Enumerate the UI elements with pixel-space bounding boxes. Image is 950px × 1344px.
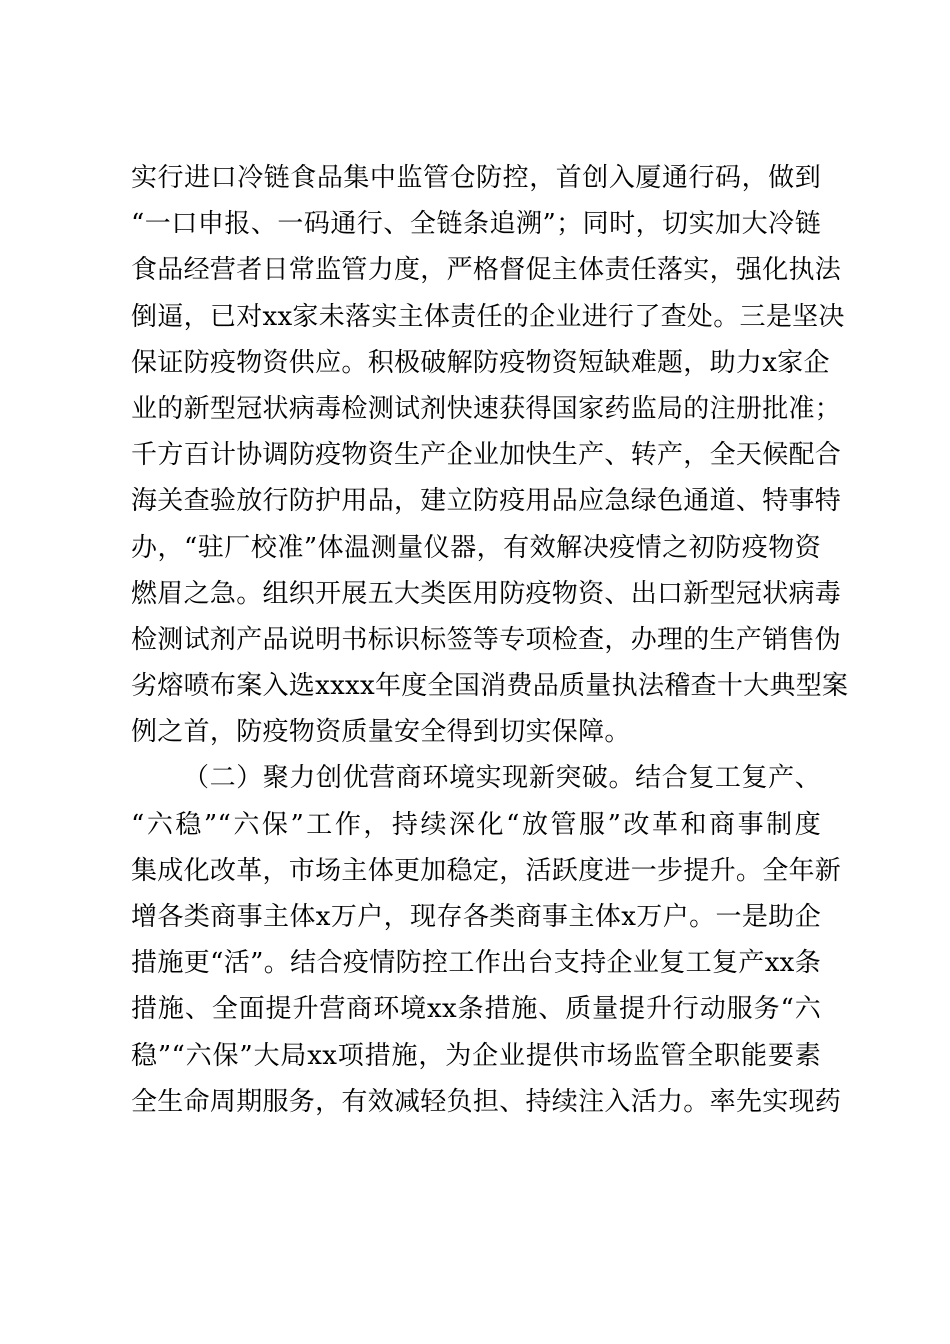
text-line: 办，“驻厂校准”体温测量仪器，有效解决疫情之初防疫物资 [131,532,821,563]
text-line: 实行进口冷链食品集中监管仓防控，首创入厦通行码，做到 [131,163,821,193]
text-line: 食品经营者日常监管力度，严格督促主体责任落实，强化执法 [131,255,842,286]
text-line: 海关查验放行防护用品，建立防疫用品应急绿色通道、特事特 [131,486,842,517]
text-line: 检测试剂产品说明书标识标签等专项检查，办理的生产销售伪 [131,624,842,655]
text-line: 措施更“活”。结合疫情防控工作出台支持企业复工复产xx条 [131,948,821,979]
text-line: “一口申报、一码通行、全链条追溯”；同时，切实加大冷链 [131,209,821,240]
text-line: 集成化改革，市场主体更加稳定，活跃度进一步提升。全年新 [131,855,842,886]
text-line: 千方百计协调防疫物资生产企业加快生产、转产，全天候配合 [131,440,842,471]
text-line: 增各类商事主体x万户，现存各类商事主体x万户。一是助企 [131,902,821,932]
text-line: 劣熔喷布案入选xxxx年度全国消费品质量执法稽查十大典型案 [131,671,849,702]
text-line: 保证防疫物资供应。积极破解防疫物资短缺难题，助力x家企 [131,347,830,378]
text-line: 措施、全面提升营商环境xx条措施、质量提升行动服务“六 [131,994,821,1025]
text-line: 例之首，防疫物资质量安全得到切实保障。 [131,717,631,748]
text-line: “六稳”“六保”工作，持续深化“放管服”改革和商事制度 [131,809,821,840]
text-line: 全生命周期服务，有效减轻负担、持续注入活力。率先实现药 [131,1086,842,1117]
text-line: 业的新型冠状病毒检测试剂快速获得国家药监局的注册批准； [131,393,842,424]
text-line: 燃眉之急。组织开展五大类医用防疫物资、出口新型冠状病毒 [131,578,842,609]
section-heading-line: （二）聚力创优营商环境实现新突破。结合复工复产、 [183,763,821,794]
text-line: 稳”“六保”大局xx项措施，为企业提供市场监管全职能要素 [131,1040,821,1071]
text-line: 倒逼，已对xx家未落实主体责任的企业进行了查处。三是坚决 [131,301,845,332]
body-text [131,155,849,1125]
